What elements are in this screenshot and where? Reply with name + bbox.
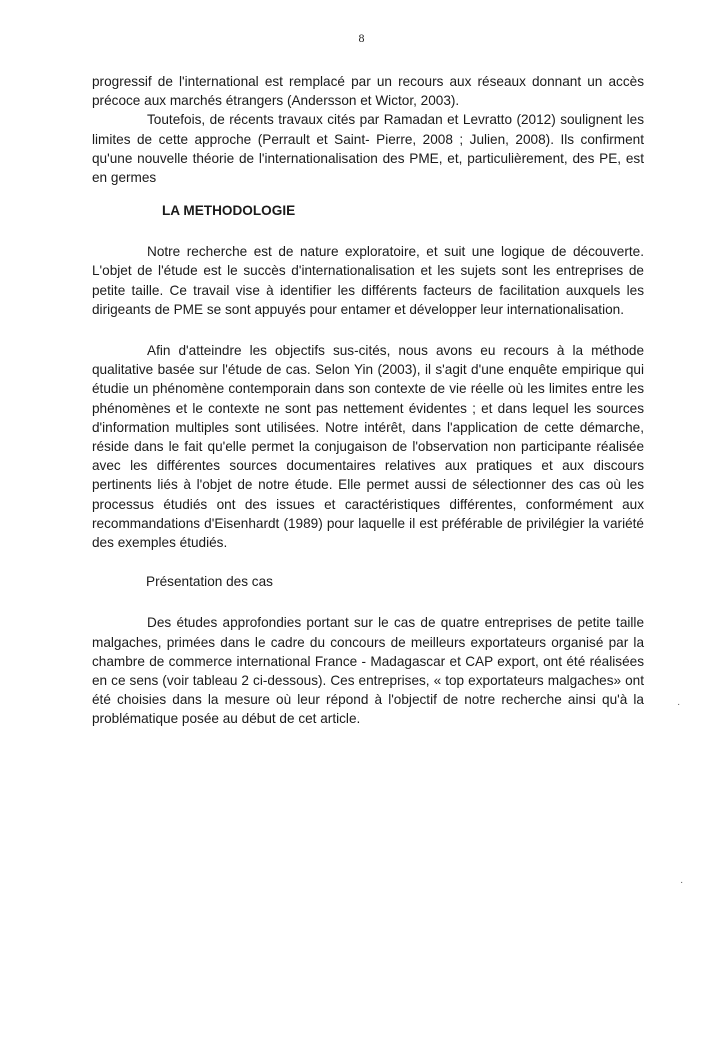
page-number: 8 — [358, 31, 365, 45]
paragraph-4: Afin d'atteindre les objectifs sus-cités, nous avons eu recours à la méthode qualitative basée sur l'étude de cas. Selon Yin (2003), il s'agit d'une enquête empirique qui étudie un phénomène contemporain dans son contexte de vie réelle où les limites entre les phénomènes et le contexte ne sont pas nettement évidentes ; et dans lequel les sources d'information multiples sont utilisées. Notre intérêt, dans l'application de cette démarche, réside dans le fait qu'elle permet la conjugaison de l'observation non participante réalisée avec les différentes sources documentaires relatives aux pratiques et aux discours pertinents liés à l'objet de notre étude. Elle permet aussi de sélectionner des cas où les processus étudiés ont des issues et caractéristiques différentes, conformément aux recommandations d'Eisenhardt (1989) pour laquelle il est préférable de privilégier la variété des exemples étudiés. — [92, 343, 644, 551]
subsection-heading: Présentation des cas — [146, 574, 273, 590]
paragraph-1: progressif de l'international est remplacé par un recours aux réseaux donnant un accès précoce aux marchés étrangers (Andersson et Wictor, 2003). — [92, 74, 644, 109]
paragraph-2: Toutefois, de récents travaux cités par Ramadan et Levratto (2012) soulignent les limites de cette approche (Perrault et Saint- Pierre, 2008 ; Julien, 2008). Ils confirment qu'une nouvelle théorie de l'internationalisation des PME, et, particulièrement, des PE, est en germes — [92, 112, 644, 186]
section-heading: LA METHODOLOGIE — [162, 203, 296, 219]
paragraph-3: Notre recherche est de nature exploratoire, et suit une logique de découverte. L'objet de l'étude est le succès d'internationalisation et les sujets sont les entreprises de petite taille. Ce travail vise à identifier les différents facteurs de facilitation auxquels les dirigeants de PME se sont appuyés pour entamer et développer leur internationalisation. — [92, 244, 644, 317]
margin-speck: · — [677, 699, 681, 710]
paragraph-5: Des études approfondies portant sur le cas de quatre entreprises de petite taille malgaches, primées dans le cadre du concours de meilleurs exportateurs organisé par la chambre de commerce international France - Madagascar et CAP export, ont été réalisées en ce sens (voir tableau 2 ci-dessous). Ces entreprises, « top exportateurs malgaches» ont été choisies dans la mesure où leur répond à l'objectif de notre recherche ainsi qu'à la problématique posée au début de cet article. — [92, 615, 644, 727]
document-body — [92, 72, 644, 729]
margin-speck: · — [680, 877, 684, 888]
